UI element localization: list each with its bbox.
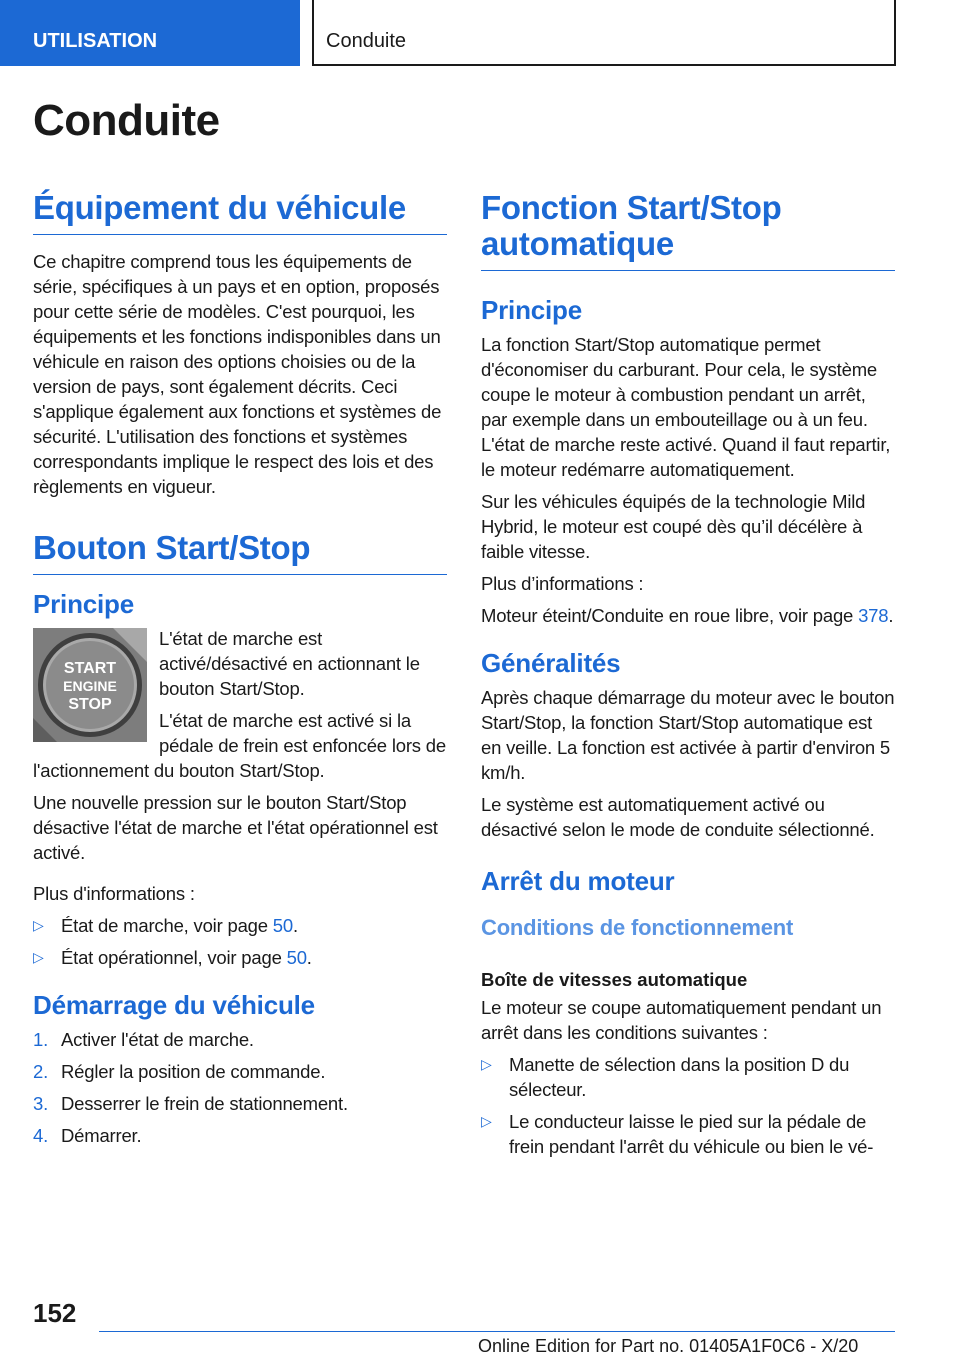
more-info-label: Plus d'informations : — [33, 883, 195, 904]
principle-heading: Principe — [481, 295, 582, 325]
list-item: ▷ État opérationnel, voir page 50. — [33, 947, 312, 968]
list-item: 2. Régler la position de commande. — [33, 1061, 326, 1082]
left-column — [33, 190, 447, 1155]
general-p1: Après chaque démarrage du moteur avec le bouton Start/Stop, la fonction Start/Stop automatique est en veille. La fonction est activée à partir d'environ 5 km/h. — [481, 687, 895, 783]
list-item: 4. Démarrer. — [33, 1125, 142, 1146]
stop-p1: Le moteur se coupe automatiquement pendant un arrêt dans les conditions suivantes : — [481, 997, 882, 1043]
stop-conditions-list — [481, 1052, 895, 1159]
button-p3: Une nouvelle pression sur le bouton Start/Stop désactive l'état de marche et l'état opérationnel est activé. — [33, 792, 438, 863]
button-label-line-1: START — [63, 660, 117, 677]
start-engine-stop-icon — [33, 628, 147, 742]
engine-stop-heading: Arrêt du moteur — [481, 866, 675, 896]
triangle-bullet-icon: ▷ — [481, 1056, 492, 1072]
principle-p2: Sur les véhicules équipés de la technologie Mild Hybrid, le moteur est coupé dès qu’il décélère à faible vitesse. — [481, 491, 866, 562]
button-label-line-2: ENGINE — [63, 678, 117, 694]
start-vehicle-heading: Démarrage du véhicule — [33, 990, 315, 1020]
list-item: ▷ Le conducteur laisse le pied sur la pédale de frein pendant l'arrêt du véhicule ou bien le vé- — [481, 1111, 874, 1157]
principle-p1: La fonction Start/Stop automatique permet d'économiser du carburant. Pour cela, le système coupe le moteur à combustion pendant un arrêt, par exemple dans un embouteillage ou à un feu. L'état de marche reste activé. Quand il faut repartir, le moteur redémarre automatiquement. — [481, 334, 891, 480]
start-steps — [33, 1027, 447, 1148]
more-info-list — [33, 913, 447, 970]
button-label-line-3: STOP — [68, 696, 112, 713]
footer-divider — [99, 1331, 895, 1332]
list-item: 3. Desserrer le frein de stationnement. — [33, 1093, 348, 1114]
start-stop-button-image — [33, 628, 147, 742]
page-header — [0, 0, 960, 66]
edition-note: Online Edition for Part no. 01405A1F0C6 - X/20 — [478, 1336, 859, 1356]
general-p2: Le système est automatiquement activé ou désactivé selon le mode de conduite sélectionné. — [481, 794, 875, 840]
list-item: ▷ État de marche, voir page 50. — [33, 915, 298, 936]
right-column — [481, 190, 895, 1166]
list-item: 1. Activer l'état de marche. — [33, 1029, 254, 1050]
triangle-bullet-icon: ▷ — [481, 1113, 492, 1129]
list-item: ▷ Manette de sélection dans la position D du sélecteur. — [481, 1054, 850, 1100]
button-p2: L'état de marche est activé si la pédale de frein est enfoncée lors de l'actionnement du bouton Start/Stop. — [33, 710, 446, 781]
principle-p3: Plus d’informations : — [481, 573, 644, 594]
principle-heading: Principe — [33, 589, 134, 619]
triangle-bullet-icon: ▷ — [33, 949, 44, 965]
general-heading: Généralités — [481, 648, 621, 678]
triangle-bullet-icon: ▷ — [33, 917, 44, 933]
start-stop-button-heading: Bouton Start/Stop — [33, 530, 447, 575]
auto-start-stop-heading: Fonction Start/Stop automatique — [481, 190, 895, 271]
principle-p4: Moteur éteint/Conduite en roue libre, voir page 378. — [481, 605, 894, 626]
page-title: Conduite — [33, 96, 220, 145]
equipment-heading: Équipement du véhicule — [33, 190, 447, 235]
section-tab: UTILISATION — [0, 0, 300, 66]
page-link[interactable]: 50 — [272, 915, 293, 936]
chapter-tab: Conduite — [312, 0, 896, 66]
conditions-heading: Conditions de fonctionnement — [481, 915, 794, 940]
gearbox-heading: Boîte de vitesses automatique — [481, 969, 748, 990]
page-number: 152 — [33, 1298, 77, 1328]
page-link[interactable]: 50 — [286, 947, 307, 968]
equipment-text: Ce chapitre comprend tous les équipements de série, spécifiques à un pays et en option, proposés pour cette série de modèles. C'est pourquoi, les équipements et les fonctions indisponibles dans un véhicule en raison des options choisies ou de la version de pays, sont également décrits. Ceci s'applique également aux fonctions et systèmes de sécurité. L'utilisation des fonctions et systèmes correspondants implique le respect des lois et des règlements en vigueur. — [33, 251, 442, 497]
button-p1: L'état de marche est activé/désactivé en actionnant le bouton Start/Stop. — [159, 628, 420, 699]
page-link[interactable]: 378 — [858, 605, 889, 626]
